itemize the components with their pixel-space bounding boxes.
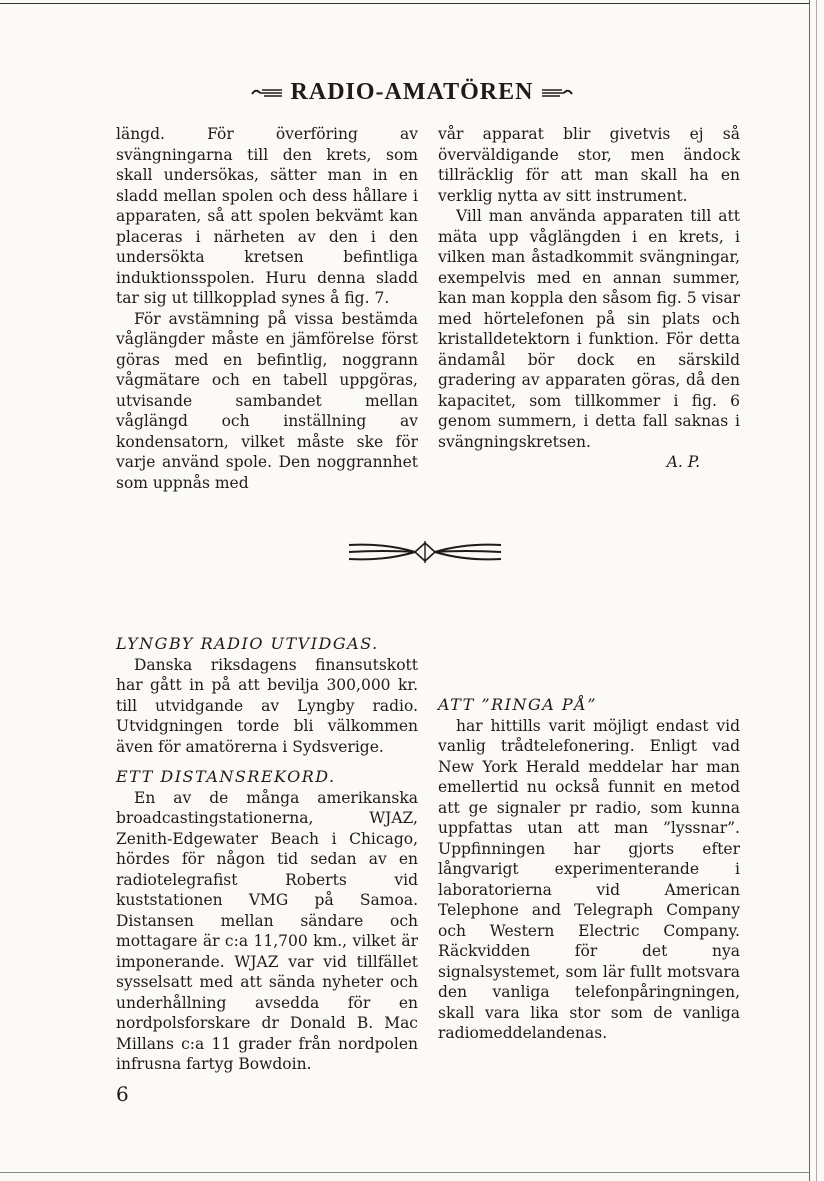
lyngby-heading: LYNGBY RADIO UTVIDGAS. <box>116 634 379 653</box>
article-paragraph: vår apparat blir givetvis ej så överväldigande stor, men ändock tillräcklig för att man skall ha en verklig nytta av sitt instrument. <box>438 125 740 205</box>
ringa-body: har hittills varit möjligt endast vid vanlig trådtelefonering. Enligt vad New York Herald meddelar har man emellertid nu också funnit en metod att ge signaler pr radio, som kunna uppfattas utan att man ”lyssnar”. Uppfinningen har gjorts efter långvarigt experimenterande i laboratorierna vid American Telephone and Telegraph Company och Western Electric Company. Räckvidden för det nya signalsystemet, som lär fullt motsvara den vanliga telefonpåringningen, skall vara lika stor som de vanliga radiomeddelandenas. <box>438 716 740 1042</box>
scan-border-bottom <box>0 1172 810 1173</box>
section-divider-ornament-icon <box>345 537 505 567</box>
masthead-left-ornament-icon <box>250 85 284 99</box>
scan-border-right-outer <box>816 0 817 1181</box>
page-number: 6 <box>116 1082 129 1106</box>
author-signature: A. P. <box>666 453 700 471</box>
ringa-heading: ATT ”RINGA PÅ” <box>438 695 597 714</box>
scan-border-right <box>809 0 810 1181</box>
distansrekord-heading: ETT DISTANSREKORD. <box>116 767 336 786</box>
article-paragraph: längd. För överföring av svängningarna till den krets, som skall undersökas, sätter man in en sladd mellan spolen och dess hållare i apparaten, så att spolen bekvämt kan placeras i närheten av den i den undersökta kretsen befintliga induktionsspolen. Huru denna sladd tar sig ut tillkopplad synes å fig. 7. <box>116 125 418 307</box>
scan-border-top <box>0 3 810 4</box>
page-title: RADIO-AMATÖREN <box>290 78 534 105</box>
article-left-column <box>116 124 418 493</box>
lyngby-body: Danska riksdagens finansutskott har gått in på att bevilja 300,000 kr. till utvidgande av Lyngby radio. Utvidgningen torde bli välkommen även för amatörerna i Sydsverige. <box>116 655 418 756</box>
masthead <box>0 78 824 106</box>
masthead-right-ornament-icon <box>540 85 574 99</box>
article-right-column <box>438 124 740 473</box>
article-paragraph: Vill man använda apparaten till att mäta upp våglängden i en krets, i vilken man åstadkommit svängningar, exempelvis med en annan summer, kan man koppla den såsom fig. 5 visar med hörtelefonen på sin plats och kristalldetektorn i funktion. För detta ändamål bör dock en särskild gradering av apparaten göras, då den kapacitet, som tillkommer i fig. 6 genom summern, i detta fall saknas i svängningskretsen. <box>438 207 740 451</box>
distansrekord-body: En av de många amerikanska broadcastingstationerna, WJAZ, Zenith-Edgewater Beach i Chicago, hördes för någon tid sedan av en radiotelegrafist Roberts vid kuststationen VMG på Samoa. Distansen mellan sändare och mottagare är c:a 11,700 km., vilket är imponerande. WJAZ var vid tillfället sysselsatt med att sända nyheter och underhållning avsedda för en nordpolsforskare dr Donald B. Mac Millans c:a 11 grader från nordpolen infrusna fartyg Bowdoin. <box>116 788 418 1073</box>
news-right-column <box>438 695 740 1044</box>
article-paragraph: För avstämning på vissa bestämda våglängder måste en jämförelse först göras med en befintlig, noggrann vågmätare och en tabell uppgöras, utvisande sambandet mellan våglängd och inställning av kondensatorn, vilket måste ske för varje använd spole. Den noggrannhet som uppnås med <box>116 309 418 492</box>
news-left-column <box>116 634 418 1075</box>
